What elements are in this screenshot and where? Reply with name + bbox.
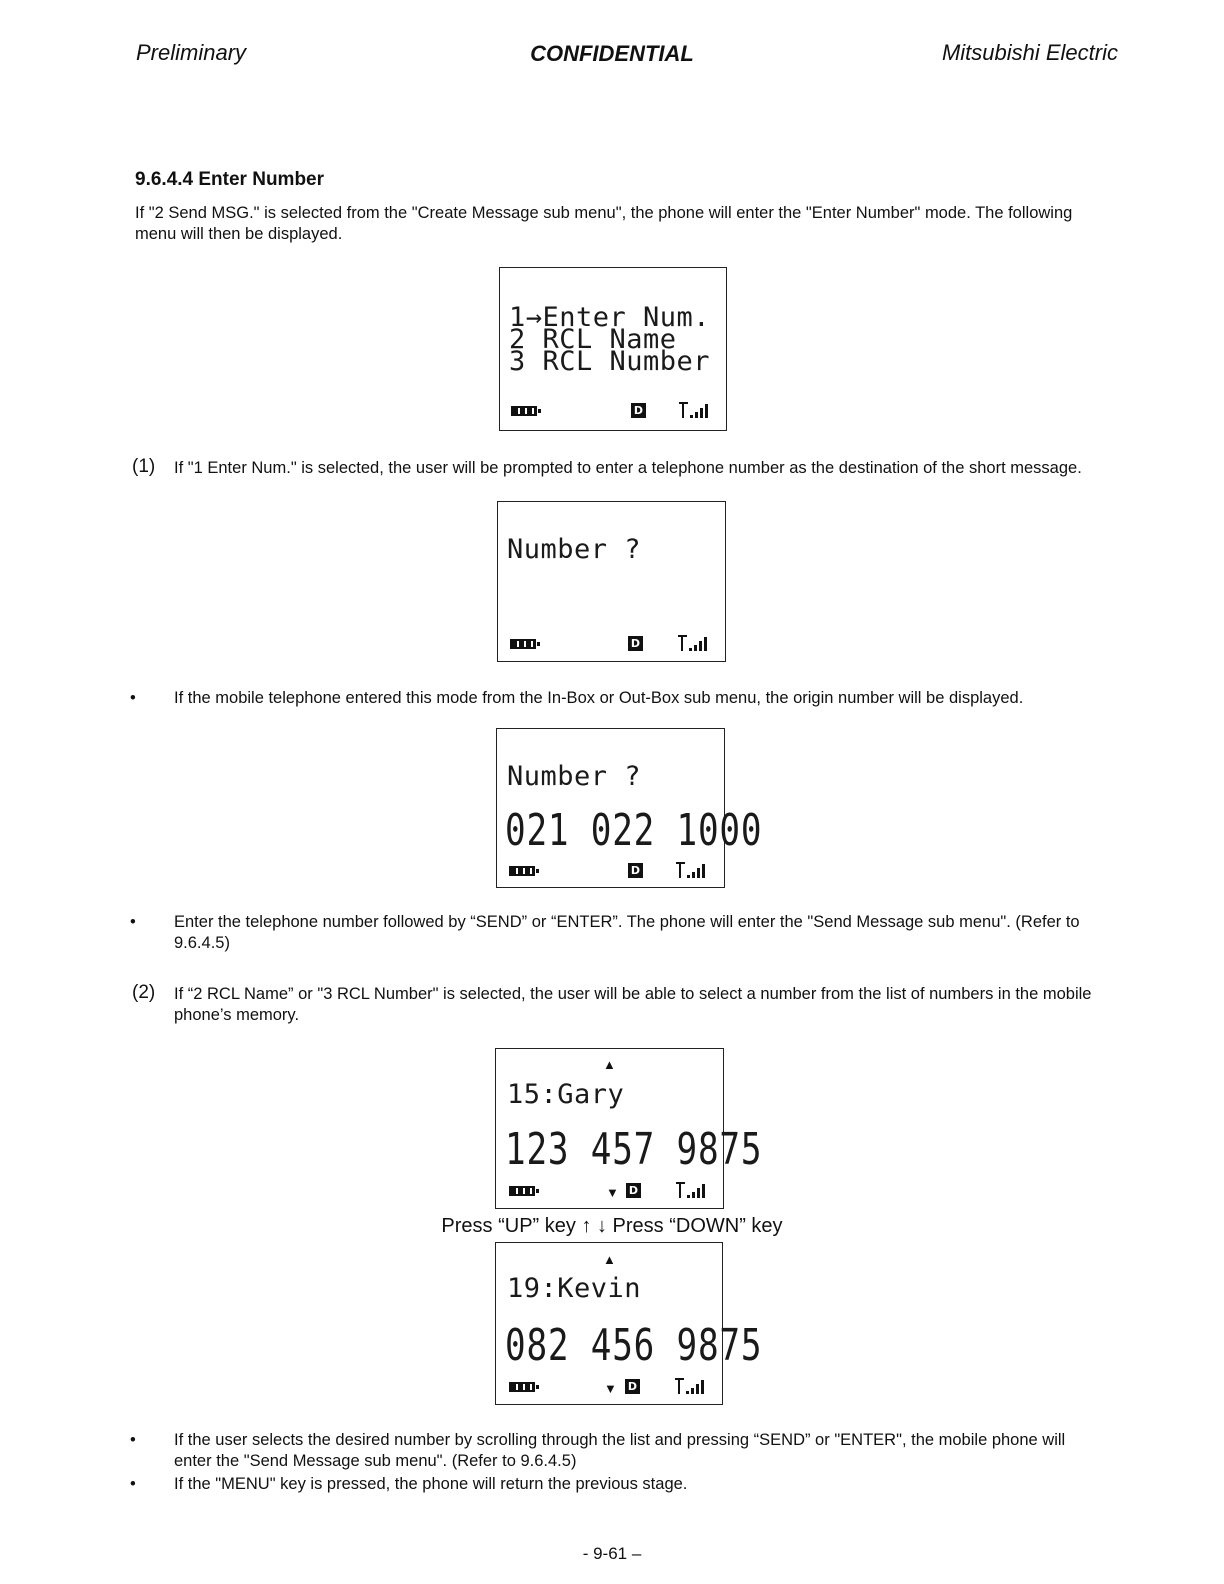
lcd-menu-screen [499, 267, 727, 431]
battery-icon [509, 866, 535, 876]
list-item-1 [132, 458, 1092, 479]
signal-strength-icon [676, 862, 708, 878]
scroll-down-arrow-icon: ▼ [604, 1381, 617, 1396]
scroll-up-arrow-icon: ▲ [603, 1057, 616, 1072]
signal-strength-icon [675, 1378, 707, 1394]
lcd-menu-line-2: 2 RCL Name [509, 324, 677, 355]
bullet-symbol: • [130, 913, 136, 931]
digital-mode-icon: D [625, 1379, 640, 1394]
lcd-contact-number: 123 457 9875 [505, 1124, 763, 1175]
lcd-menu-line-1: 1→Enter Num. [509, 302, 711, 333]
bullet-item-2 [130, 912, 1090, 954]
digital-mode-icon: D [628, 636, 643, 651]
lcd-prompt-screen [497, 501, 726, 662]
lcd-prompt-line: Number ? [507, 761, 642, 792]
lcd-menu-line-3: 3 RCL Number [509, 346, 711, 377]
signal-strength-icon [679, 402, 711, 418]
bullet-item-4 [130, 1474, 1090, 1495]
lcd-contact-number: 082 456 9875 [505, 1320, 763, 1371]
scroll-up-arrow-icon: ▲ [603, 1252, 616, 1267]
bullet-2-text: Enter the telephone number followed by “SEND” or “ENTER”. The phone will enter the "Send Message sub menu". (Refer to 9.6.4.5) [174, 913, 1080, 952]
item-1-text: If "1 Enter Num." is selected, the user will be prompted to enter a telephone number as the destination of the short message. [174, 459, 1082, 477]
item-1-marker: (1) [132, 456, 156, 477]
lcd-origin-number: 021 022 1000 [505, 805, 763, 856]
battery-icon [509, 1186, 535, 1196]
bullet-1-text: If the mobile telephone entered this mode from the In-Box or Out-Box sub menu, the origin number will be displayed. [174, 689, 1024, 707]
bullet-3-text: If the user selects the desired number by scrolling through the list and pressing “SEND” or "ENTER", the mobile phone will enter the "Send Message sub menu". (Refer to 9.6.4.5) [174, 1431, 1066, 1470]
signal-strength-icon [676, 1182, 708, 1198]
page-number: - 9-61 – [582, 1544, 642, 1563]
digital-mode-icon: D [628, 863, 643, 878]
battery-icon [509, 1382, 535, 1392]
header-left: Preliminary [136, 40, 247, 65]
signal-strength-icon [678, 635, 710, 651]
battery-icon [510, 639, 536, 649]
digital-mode-icon: D [626, 1183, 641, 1198]
digital-mode-icon: D [631, 403, 646, 418]
list-item-2 [132, 984, 1092, 1026]
bullet-symbol: • [130, 689, 136, 707]
bullet-symbol: • [130, 1475, 136, 1493]
lcd-rcl-gary-screen [495, 1048, 763, 1209]
battery-icon [511, 406, 537, 416]
lcd-contact-name: 19:Kevin [507, 1273, 642, 1304]
bullet-4-text: If the "MENU" key is pressed, the phone will return the previous stage. [174, 1475, 688, 1493]
header-center: CONFIDENTIAL [530, 41, 694, 66]
lcd-contact-name: 15:Gary [507, 1079, 625, 1110]
bullet-symbol: • [130, 1431, 136, 1449]
key-caption: Press “UP” key ↑ ↓ Press “DOWN” key [441, 1215, 783, 1237]
lcd-rcl-kevin-screen [495, 1242, 763, 1405]
item-2-text: If “2 RCL Name” or "3 RCL Number" is selected, the user will be able to select a number from the list of numbers in the mobile phone’s memory. [174, 985, 1092, 1024]
header-right: Mitsubishi Electric [941, 40, 1118, 65]
lcd-prompt-line: Number ? [507, 534, 642, 565]
lcd-prompt-number-screen [496, 728, 763, 888]
scroll-down-arrow-icon: ▼ [606, 1185, 619, 1200]
bullet-item-1 [130, 688, 1090, 709]
section-title: 9.6.4.4 Enter Number [135, 169, 325, 190]
bullet-item-3 [130, 1430, 1090, 1472]
item-2-marker: (2) [132, 982, 156, 1003]
intro-paragraph: If "2 Send MSG." is selected from the "Create Message sub menu", the phone will enter the "Enter Number" mode. The following menu will then be displayed. [135, 204, 1073, 243]
